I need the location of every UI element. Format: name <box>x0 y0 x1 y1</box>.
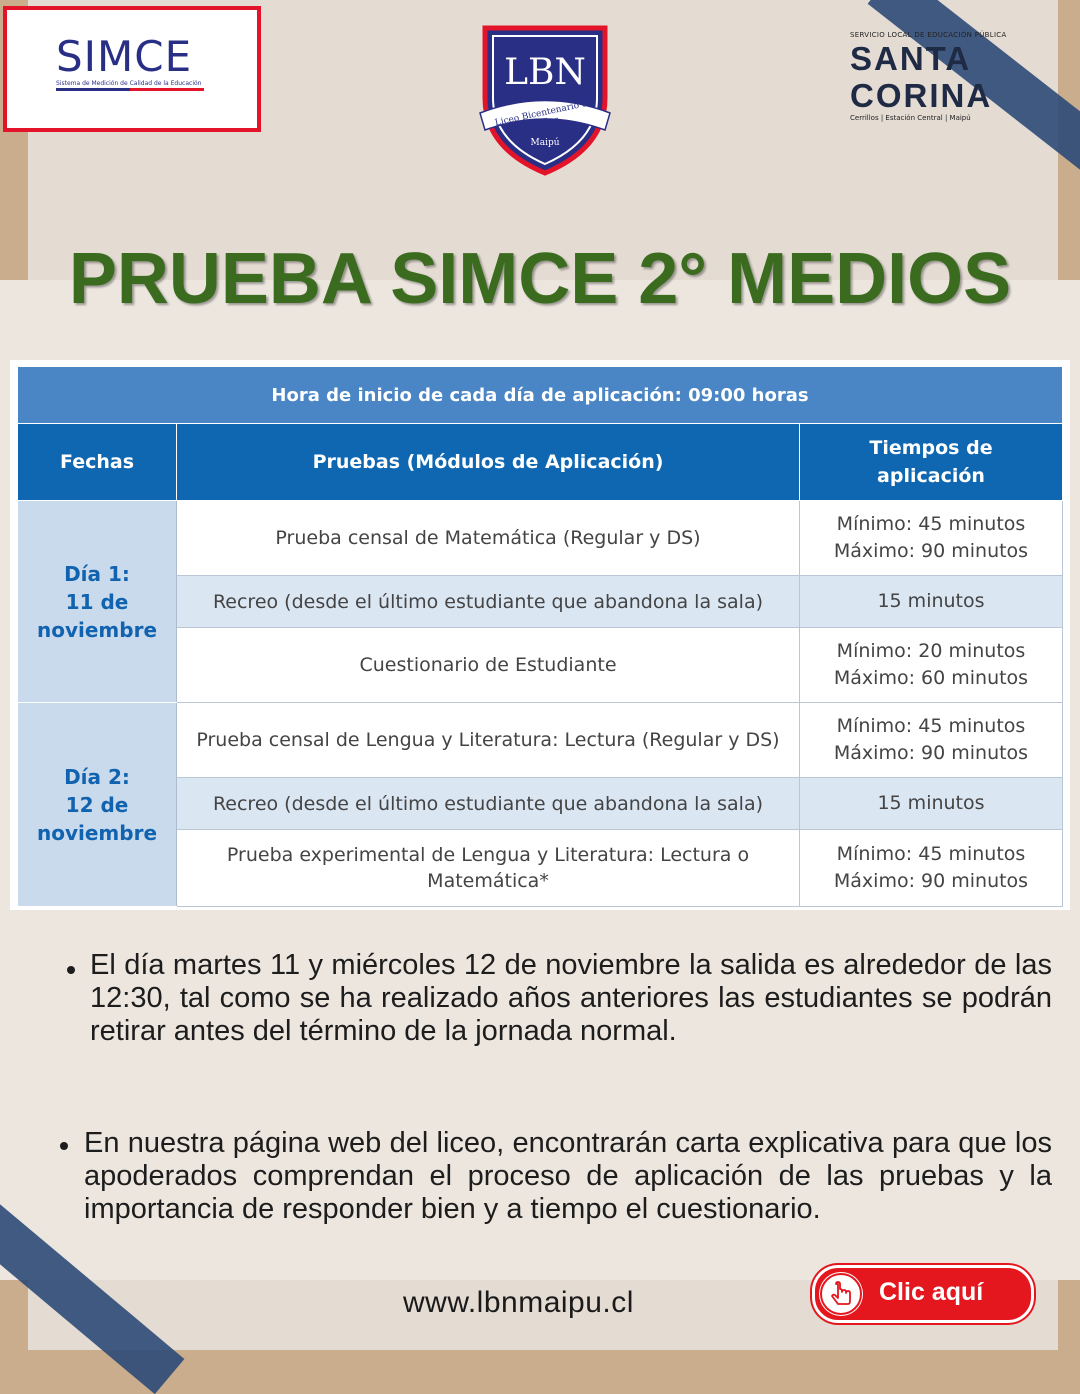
hand-pointer-icon <box>819 1272 863 1316</box>
lbn-crest-monogram: LBN <box>504 52 586 93</box>
tiempo-single: 15 minutos <box>877 792 985 814</box>
tiempo-single: 15 minutos <box>877 590 985 612</box>
date-line: 12 de <box>65 792 129 817</box>
bullet-salida: El día martes 11 y miércoles 12 de noviembre la salida es alrededor de las 12:30, tal como se ha realizado años anteriores las estudiantes se podrán retirar antes del término de la jornada normal. <box>90 949 1052 1047</box>
header-tiempos-label: Tiempos de aplicación <box>869 437 993 487</box>
header-pruebas: Pruebas (Módulos de Aplicación) <box>177 424 800 501</box>
clic-aqui-label: Clic aquí <box>879 1278 984 1306</box>
prueba-cell <box>177 830 800 907</box>
website-link[interactable]: www.lbnmaipu.cl <box>403 1286 634 1319</box>
tiempo-max: Máximo: 60 minutos <box>833 667 1029 689</box>
bullet-pagina-web: En nuestra página web del liceo, encontrarán carta explicativa para que los apoderados comprendan el proceso de aplicación de las pruebas y la importancia de responder bien y a tiempo el cuestionario. <box>84 1127 1052 1225</box>
santa-corina-line1: SANTA <box>850 40 972 77</box>
tiempo-min: Mínimo: 45 minutos <box>836 715 1026 737</box>
prueba-text: Prueba experimental de Lengua y Literatura: Lectura o Matemática* <box>226 844 750 892</box>
date-cell-day1 <box>18 501 177 703</box>
schedule-table <box>17 366 1063 907</box>
tiempo-max: Máximo: 90 minutos <box>833 870 1029 892</box>
tiempo-cell <box>800 501 1063 576</box>
page-title: PRUEBA SIMCE 2° MEDIOS <box>68 239 1012 319</box>
schedule-table-card <box>10 360 1070 910</box>
bullet-dot <box>60 1142 68 1150</box>
date-cell-day2 <box>18 703 177 907</box>
date-line: noviembre <box>36 820 158 845</box>
tiempo-cell <box>800 628 1063 703</box>
tiempo-cell <box>800 576 1063 628</box>
tiempo-cell <box>800 830 1063 907</box>
tiempo-min: Mínimo: 20 minutos <box>836 640 1026 662</box>
santa-corina-top: SERVICIO LOCAL DE EDUCACIÓN PÚBLICA <box>850 31 1007 39</box>
date-line: 11 de <box>65 589 129 614</box>
header-fechas: Fechas <box>18 424 177 501</box>
table-banner: Hora de inicio de cada día de aplicación: 09:00 horas <box>18 367 1063 424</box>
clic-aqui-button[interactable] <box>812 1265 1034 1323</box>
date-line: Día 1: <box>64 561 130 586</box>
santa-corina-line2: CORINA <box>850 77 993 114</box>
simce-logo-word: SIMCE <box>56 32 193 81</box>
date-line: noviembre <box>36 617 158 642</box>
tiempo-cell <box>800 703 1063 778</box>
header-tiempos <box>800 424 1063 501</box>
lbn-crest-city: Maipú <box>530 138 560 148</box>
simce-logo-bar <box>56 88 204 91</box>
tiempo-max: Máximo: 90 minutos <box>833 540 1029 562</box>
prueba-cell: Cuestionario de Estudiante <box>177 628 800 703</box>
lbn-crest-banner: Liceo Bicentenario de Niñas <box>494 97 594 131</box>
tiempo-min: Mínimo: 45 minutos <box>836 843 1026 865</box>
bullet-dot <box>67 966 75 974</box>
prueba-cell: Recreo (desde el último estudiante que abandona la sala) <box>177 778 800 830</box>
prueba-cell: Prueba censal de Matemática (Regular y DS) <box>177 501 800 576</box>
tiempo-min: Mínimo: 45 minutos <box>836 513 1026 535</box>
date-line: Día 2: <box>64 764 130 789</box>
tiempo-max: Máximo: 90 minutos <box>833 742 1029 764</box>
tiempo-cell <box>800 778 1063 830</box>
prueba-cell: Prueba censal de Lengua y Literatura: Lectura (Regular y DS) <box>177 703 800 778</box>
santa-corina-communes: Cerrillos | Estación Central | Maipú <box>850 114 971 122</box>
prueba-cell: Recreo (desde el último estudiante que abandona la sala) <box>177 576 800 628</box>
simce-logo-subtitle: Sistema de Medición de Calidad de la Educación <box>56 80 202 87</box>
